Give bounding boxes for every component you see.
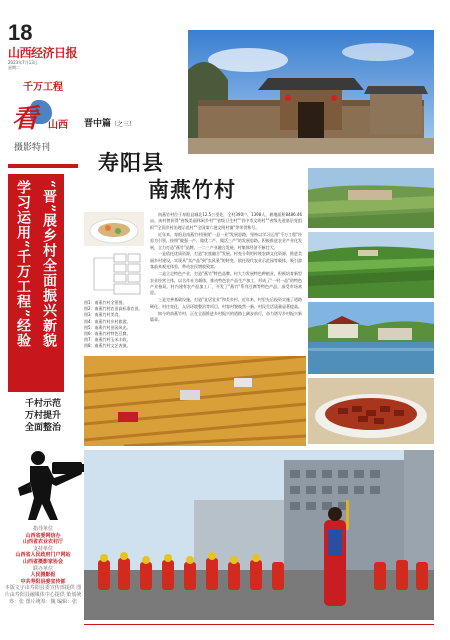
caption-line: 图8：南燕竹村文艺表演。 [84,343,131,349]
kan-shanxi-logo [8,90,78,158]
sponsor-label: 指导单位 [32,526,53,532]
farmland-photo [308,232,434,298]
divider-bar [8,164,78,168]
slogan-part: 学习运用 [15,180,31,240]
caption-line: 图4：南燕竹村乡村旅游。 [84,318,131,324]
article-paragraph: 近年来，寿阳县南燕竹村围绕"一县一业"发展思路，坚持以学习运用"千万工程"经验为引领，按照"做强一产、做优二产、做活三产"的发展思路，积极推进农业产业化发展，全力打造"燕竹"品牌，一二三产业融合发展，村集体经济不断壮大。 [150,231,302,250]
caption-line: 图6：南燕竹村特色豆腐。 [84,331,131,337]
sponsor-name: 中共寿阳县委宣传部 [20,578,66,585]
tagline-line: 全面整治 [24,423,61,433]
slogan-part: 展乡村全面振兴新貌 [41,213,57,349]
slogan-column-2: “晋”展乡村全面振兴新貌 [41,180,57,349]
sponsor-name: 山西省摄影家协会 [22,558,63,565]
vertical-slogan [8,174,64,392]
slogan-part: 晋 [41,189,57,205]
section-part: （之三） [111,121,136,128]
sponsor-name: 山西省委网信办 [25,532,61,539]
photo-captions [84,300,294,350]
article-paragraph: 三是完善基础设施，打造"宜居宜业"和美乡村。近年来，村里先后投资实施了道路硬化、村庄亮化、人居环境整治等项目，村容村貌焕然一新，村民生活质量显著提高。 [150,297,302,309]
issue-date: 2023年7月13日 [8,60,38,65]
caption-line: 图3：南燕竹村美食。 [84,312,123,318]
article-paragraph: 一是依托优质资源，打造"农旅融合"发展。村充分利用传统农耕文化资源，推进美丽乡村建设，实现从"卖产品"到"卖风景"的转变，依托现代农业示范园等载体，吸引游客前来观光体验，带动农民增收致富。 [150,251,302,270]
newspaper-logo: 山西经济日报 [8,46,78,60]
tofu-food-photo [308,378,434,444]
footer-rule [84,624,434,625]
village-gate-photo [188,30,434,154]
caption-line: 图5：南燕竹村田园风光。 [84,324,131,330]
tagline-line: 万村提升 [24,411,61,421]
harvest-field-photo [84,356,306,446]
sponsor-name: 山西省农业农村厅 [22,539,63,546]
article-paragraph: 南燕竹村位于寿阳县城北12.5公里处，全村390户、1398人，耕地面积8486.46亩。该村曾获得"省级美丽休闲乡村""省级卫生村""晋中市文明村""省级先进基层党组织""全国乡村治理示范村""全国第六批文明村镇"等荣誉称号。 [150,212,302,230]
issue-weekday: 星期二 [8,65,20,70]
special-issue-label: 摄影特刊 [14,143,51,153]
tagline-line: 千村示范 [24,399,61,409]
lake-pavilion-photo [308,302,434,374]
caption-line: 图2：南燕竹村农田高标准农田。 [84,306,143,312]
sponsor-label: 联办单位 [32,565,53,572]
headline-village: 南燕竹村 [148,177,236,202]
tagline [8,398,78,434]
kan-character: 看 [12,104,39,134]
article-paragraph: 二是立足特色产业，打造"燕竹"特色品牌。村大力发展特色种植业，积极培育新型农业经营主体，以合作社为载体，推动特色农产品生产加工，形成了"一村一品"的特色产业格局。村内建有农产品加工厂，开发了"燕竹"系列豆腐等特色产品，深受市场欢迎。 [150,271,302,296]
page-number: 18 [8,20,33,45]
caption-line: 图7：南燕竹村玉米丰收。 [84,337,131,343]
slogan-part: 千万工程 [15,249,31,310]
food-plate-photo [84,212,144,246]
folk-performance-photo [84,450,434,620]
sponsor-name: 人民摄影报 [30,572,56,579]
section-title: 晋中篇 [84,119,112,129]
photographer-silhouette [8,448,88,522]
sponsor-block [4,526,82,605]
slogan-column-1: 学习运用“千万工程”经验 [15,180,31,349]
province-label: 山西 [48,120,68,131]
program-title: 千万工程 [23,82,63,93]
sponsor-label: 支持单位 [32,545,53,552]
sponsor-name: 山西省人民政府门户网站 [15,552,71,559]
photo-layout-diagram [84,250,148,298]
credits-note: 本版文字由寿阳县委宣传部提供 图片由寿阳县融媒体中心提供 策划统筹：张 图片统筹：魏 编辑：张 [4,585,82,605]
slogan-part: 经验 [15,318,31,349]
headline-county: 寿阳县 [98,150,164,175]
caption-line: 图1：南燕竹村全景图。 [84,300,127,305]
article-paragraph: 如今的南燕竹村，正在全面推进乡村振兴的道路上阔步前行，奋力谱写乡村振兴新篇章。 [150,310,302,322]
section-heading [84,116,135,129]
aerial-village-photo [308,168,434,228]
